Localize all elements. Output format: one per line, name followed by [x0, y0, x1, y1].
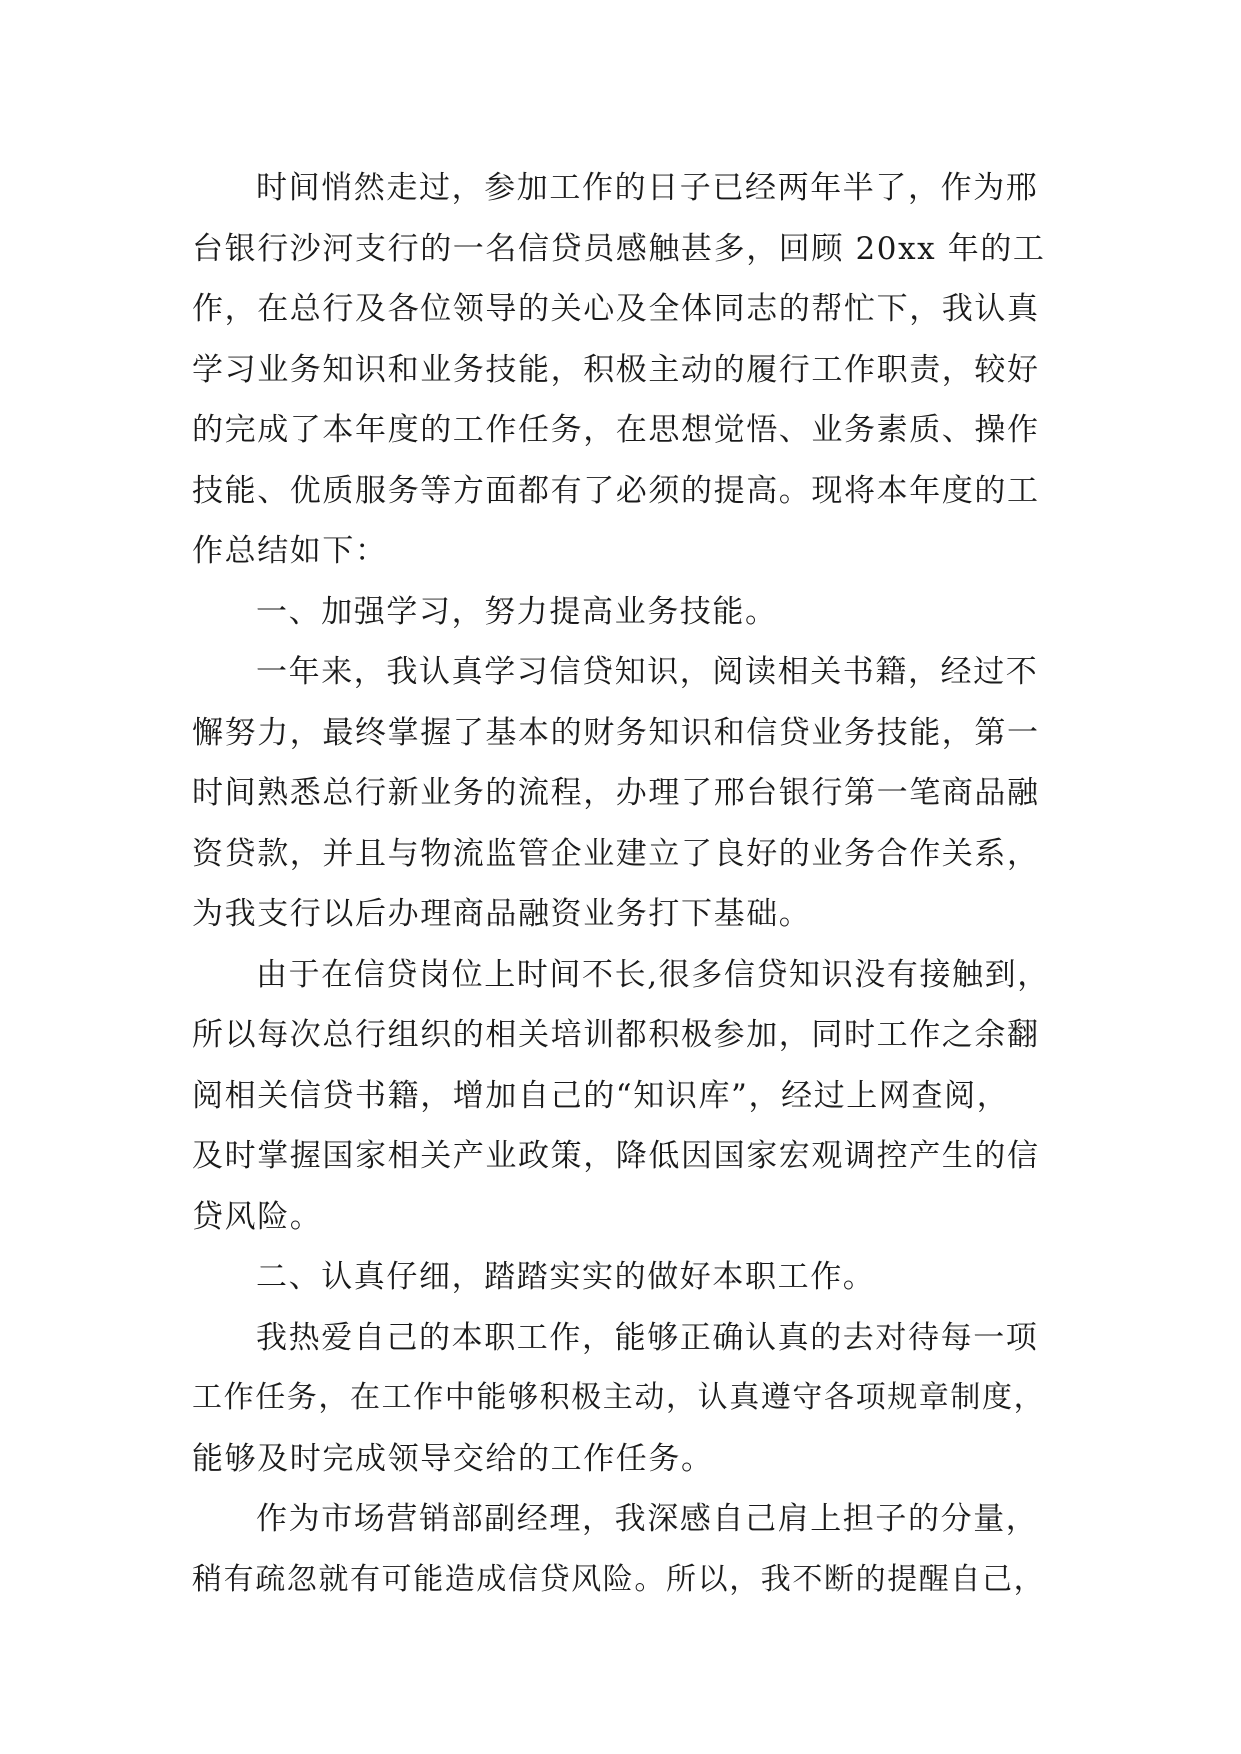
text-line: 资贷款，并且与物流监管企业建立了良好的业务合作关系， [192, 835, 1040, 872]
text-line: 的完成了本年度的工作任务，在思想觉悟、业务素质、操作 [192, 412, 1040, 448]
text-line: 能够及时完成领导交给的工作任务。 [192, 1440, 714, 1477]
text-line: 一年来，我认真学习信贷知识，阅读相关书籍，经过不 [256, 654, 1039, 690]
text-line: 作为市场营销部副经理，我深感自己肩上担子的分量， [256, 1501, 1039, 1537]
text-line: 学习业务知识和业务技能，积极主动的履行工作职责，较好 [192, 351, 1040, 388]
text-line: 由于在信贷岗位上时间不长,很多信贷知识没有接触到， [256, 956, 1050, 993]
text-line: 及时掌握国家相关产业政策，降低因国家宏观调控产生的信 [192, 1138, 1040, 1174]
text-line: 台银行沙河支行的一名信贷员感触甚多，回顾 20xx 年的工 [192, 230, 1046, 267]
text-line: 稍有疏忽就有可能造成信贷风险。所以，我不断的提醒自己， [192, 1561, 1046, 1597]
text-line: 我热爱自己的本职工作，能够正确认真的去对待每一项 [256, 1319, 1039, 1356]
text-line: 为我支行以后办理商品融资业务打下基础。 [192, 896, 812, 932]
text-line: 阅相关信贷书籍，增加自己的“知识库”，经过上网查阅， [192, 1077, 1010, 1114]
text-line: 懈努力，最终掌握了基本的财务知识和信贷业务技能，第一 [192, 714, 1040, 751]
text-line: 技能、优质服务等方面都有了必须的提高。现将本年度的工 [192, 472, 1040, 509]
section-heading: 二、认真仔细，踏踏实实的做好本职工作。 [256, 1259, 876, 1295]
text-line: 工作任务，在工作中能够积极主动，认真遵守各项规章制度， [192, 1380, 1046, 1415]
text-line: 贷风险。 [192, 1198, 323, 1235]
text-line: 时间悄然走过，参加工作的日子已经两年半了，作为邢 [256, 170, 1039, 206]
document-body [192, 158, 1050, 1610]
text-line: 作总结如下： [192, 533, 388, 569]
text-line: 时间熟悉总行新业务的流程，办理了邢台银行第一笔商品融 [192, 775, 1040, 811]
section-heading: 一、加强学习，努力提高业务技能。 [256, 593, 778, 630]
text-line: 作，在总行及各位领导的关心及全体同志的帮忙下，我认真 [192, 291, 1040, 327]
text-line: 所以每次总行组织的相关培训都积极参加，同时工作之余翻 [192, 1017, 1040, 1053]
